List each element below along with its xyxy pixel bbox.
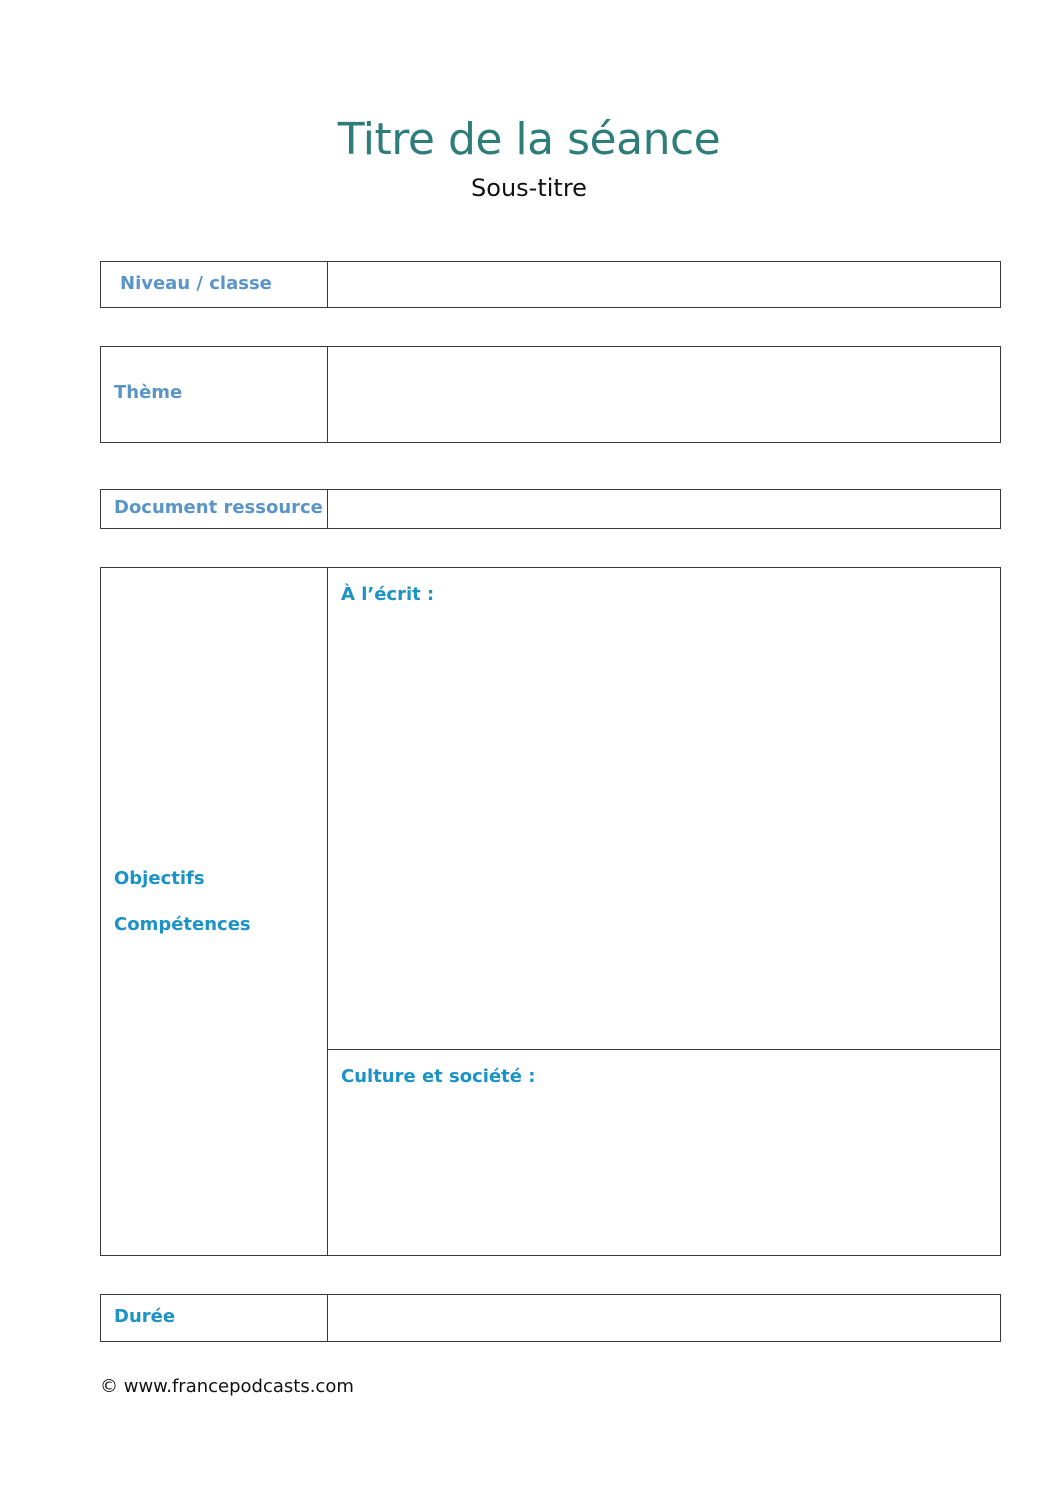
duree-label: Durée xyxy=(114,1306,176,1327)
document-field[interactable] xyxy=(328,490,1000,528)
theme-label: Thème xyxy=(114,382,183,403)
page-title: Titre de la séance xyxy=(337,114,721,165)
document-label: Document ressource xyxy=(114,497,323,518)
niveau-row xyxy=(100,261,1001,308)
ecrit-label: À l’écrit : xyxy=(341,584,435,605)
theme-label-cell xyxy=(101,347,328,442)
culture-field[interactable] xyxy=(328,1050,1000,1255)
page-subtitle: Sous-titre xyxy=(471,174,587,202)
niveau-label-cell xyxy=(101,262,328,307)
document-label-cell xyxy=(101,490,328,528)
objectifs-label: Objectifs xyxy=(114,868,205,889)
document-row xyxy=(100,489,1001,529)
niveau-field[interactable] xyxy=(328,262,1000,307)
duree-row xyxy=(100,1294,1001,1342)
duree-field[interactable] xyxy=(328,1295,1000,1341)
ecrit-field[interactable] xyxy=(328,568,1000,1048)
theme-row xyxy=(100,346,1001,443)
objectifs-row xyxy=(100,567,1001,1256)
objectifs-label-cell xyxy=(101,568,328,1255)
competences-label: Compétences xyxy=(114,914,251,935)
niveau-label: Niveau / classe xyxy=(120,273,272,294)
duree-label-cell xyxy=(101,1295,328,1341)
culture-label: Culture et société : xyxy=(341,1066,536,1087)
theme-field[interactable] xyxy=(328,347,1000,442)
footer-copyright: © www.francepodcasts.com xyxy=(100,1376,354,1397)
